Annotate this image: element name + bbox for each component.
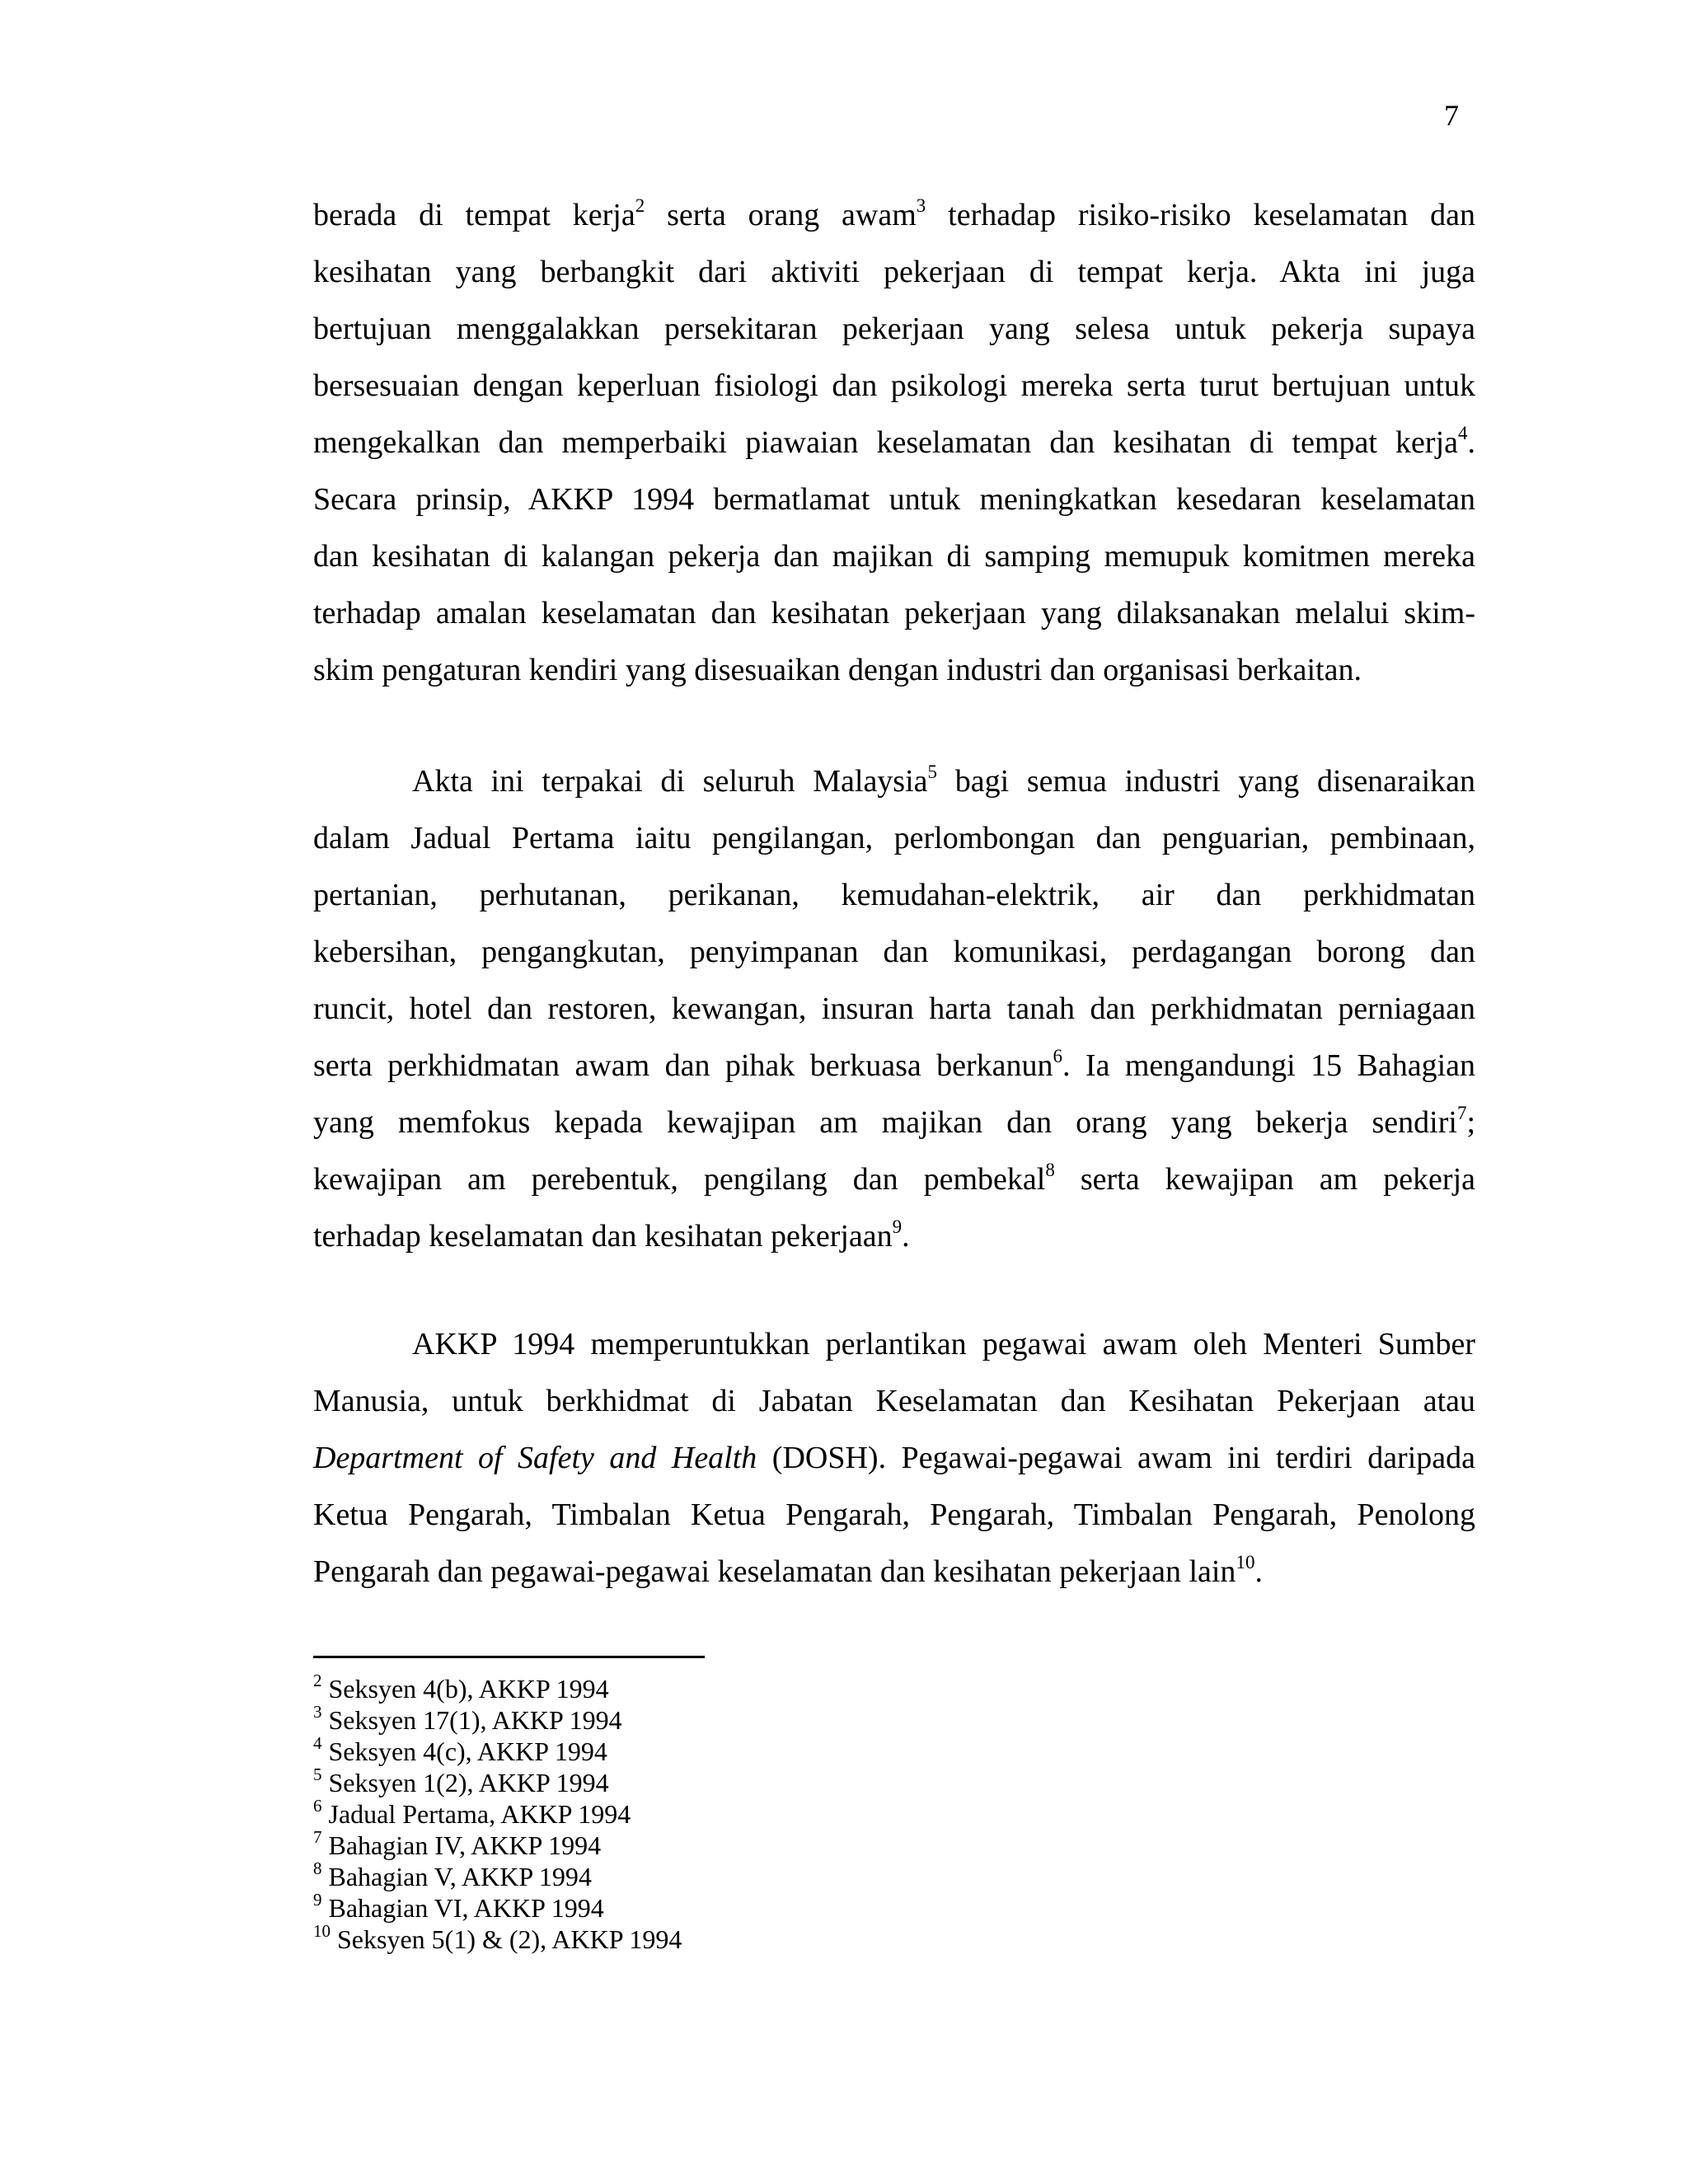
text-segment: terhadap keselamatan dan kesihatan pekerjaan: [313, 1219, 893, 1254]
footnote-reference: 3: [916, 195, 926, 217]
text-segment: ;: [1466, 1105, 1475, 1140]
text-line: [313, 1038, 1475, 1094]
footnote-text: Seksyen 4(b), AKKP 1994: [321, 1674, 609, 1704]
page-number: 7: [1444, 99, 1459, 132]
text-segment: Secara prinsip, AKKP 1994 bermatlamat untuk meningkatkan kesedaran keselamatan: [313, 482, 1475, 517]
text-segment: terhadap amalan keselamatan dan kesihatan pekerjaan yang dilaksanakan melalui skim-: [313, 596, 1475, 630]
footnote-reference: 8: [1045, 1160, 1055, 1181]
text-segment: bagi semua industri yang disenaraikan: [937, 764, 1475, 799]
text-segment: terhadap risiko-risiko keselamatan dan: [926, 198, 1475, 232]
text-line: [313, 187, 1475, 244]
footnote-number: 10: [313, 1921, 331, 1942]
footnote-number: 8: [313, 1858, 322, 1879]
text-line: [313, 867, 1475, 924]
text-line: [313, 1208, 1475, 1265]
footnote-item: [313, 1673, 682, 1704]
footnote-text: Seksyen 4(c), AKKP 1994: [321, 1736, 607, 1766]
text-line: [313, 1487, 1475, 1544]
footnote-text: Bahagian VI, AKKP 1994: [321, 1893, 604, 1923]
text-segment: AKKP 1994 memperuntukkan perlantikan pegawai awam oleh Menteri Sumber: [412, 1327, 1475, 1361]
text-line: [313, 753, 1475, 810]
text-line: [313, 1373, 1475, 1430]
text-line: [313, 1430, 1475, 1487]
text-line: [313, 301, 1475, 358]
text-segment: dalam Jadual Pertama iaitu pengilangan, perlombongan dan penguarian, pembinaan,: [313, 821, 1475, 855]
text-line: [313, 924, 1475, 981]
footnote-reference: 4: [1458, 423, 1468, 444]
paragraph-3: [313, 1316, 1475, 1601]
text-segment: pertanian, perhutanan, perikanan, kemudahan-elektrik, air dan perkhidmatan: [313, 878, 1475, 912]
footnote-separator: [313, 1656, 705, 1658]
footnote-item: [313, 1892, 682, 1924]
text-line: [313, 1151, 1475, 1208]
text-segment: skim pengaturan kendiri yang disesuaikan dengan industri dan organisasi berkaitan.: [313, 653, 1362, 687]
text-segment: Manusia, untuk berkhidmat di Jabatan Keselamatan dan Kesihatan Pekerjaan atau: [313, 1384, 1475, 1418]
footnote-item: [313, 1858, 682, 1892]
text-segment: Akta ini terpakai di seluruh Malaysia: [412, 764, 928, 799]
text-segment: kebersihan, pengangkutan, penyimpanan dan komunikasi, perdagangan borong dan: [313, 935, 1475, 969]
text-line: [313, 415, 1475, 471]
footnote-text: Seksyen 17(1), AKKP 1994: [321, 1705, 622, 1735]
footnote-reference: 10: [1236, 1552, 1255, 1573]
paragraph-1: [313, 187, 1475, 699]
footnote-reference: 9: [892, 1216, 903, 1238]
footnote-text: Jadual Pertama, AKKP 1994: [321, 1799, 631, 1829]
text-segment: dan kesihatan di kalangan pekerja dan majikan di samping memupuk komitmen mereka: [313, 539, 1475, 574]
text-line: [313, 642, 1475, 699]
footnote-reference: 5: [927, 762, 938, 783]
text-segment: mengekalkan dan memperbaiki piawaian keselamatan dan kesihatan di tempat kerja: [313, 425, 1458, 460]
text-segment: (DOSH). Pegawai-pegawai awam ini terdiri daripada: [757, 1441, 1475, 1475]
text-line: [313, 1094, 1475, 1151]
text-segment: serta perkhidmatan awam dan pihak berkuasa berkanun: [313, 1048, 1053, 1083]
text-segment: .: [902, 1219, 910, 1254]
footnote-number: 3: [313, 1702, 322, 1722]
text-segment: serta kewajipan am pekerja: [1054, 1162, 1476, 1197]
text-line: [313, 244, 1475, 301]
footnote-number: 9: [313, 1890, 322, 1910]
text-segment: bertujuan menggalakkan persekitaran pekerjaan yang selesa untuk pekerja supaya: [313, 312, 1475, 346]
footnote-number: 7: [313, 1827, 322, 1848]
footnote-item: [313, 1704, 682, 1736]
text-segment: yang memfokus kepada kewajipan am majikan dan orang yang bekerja sendiri: [313, 1105, 1457, 1140]
text-segment: runcit, hotel dan restoren, kewangan, insuran harta tanah dan perkhidmatan perniagaan: [313, 991, 1475, 1026]
paragraph-2: [313, 753, 1475, 1265]
text-segment: bersesuaian dengan keperluan fisiologi dan psikologi mereka serta turut bertujuan untuk: [313, 368, 1475, 403]
text-segment: Pengarah dan pegawai-pegawai keselamatan dan kesihatan pekerjaan lain: [313, 1554, 1236, 1589]
text-line: [313, 585, 1475, 642]
text-segment: Ketua Pengarah, Timbalan Ketua Pengarah, Pengarah, Timbalan Pengarah, Penolong: [313, 1497, 1475, 1532]
footnote-number: 5: [313, 1765, 322, 1785]
footnote-item: [313, 1921, 682, 1955]
text-segment: .: [1467, 425, 1475, 460]
text-segment: kewajipan am perebentuk, pengilang dan pembekal: [313, 1162, 1046, 1197]
footnote-reference: 2: [635, 195, 645, 217]
text-segment: serta orang awam: [645, 198, 917, 232]
footnote-item: [313, 1798, 682, 1830]
text-segment: . Ia mengandungi 15 Bahagian: [1062, 1048, 1476, 1083]
footnote-item: [313, 1827, 682, 1861]
footnote-text: Bahagian V, AKKP 1994: [321, 1862, 592, 1891]
footnote-list: [313, 1673, 682, 1955]
footnote-reference: 7: [1456, 1103, 1467, 1124]
footnote-text: Seksyen 1(2), AKKP 1994: [321, 1768, 609, 1797]
text-segment: .: [1254, 1554, 1263, 1589]
footnote-reference: 6: [1053, 1046, 1063, 1067]
italic-text: Department of Safety and Health: [313, 1441, 757, 1475]
text-segment: kesihatan yang berbangkit dari aktiviti pekerjaan di tempat kerja. Akta ini juga: [313, 255, 1475, 289]
footnote-text: Bahagian IV, AKKP 1994: [321, 1830, 602, 1860]
text-line: [313, 1316, 1475, 1373]
footnote-item: [313, 1767, 682, 1798]
text-line: [313, 528, 1475, 585]
text-segment: berada di tempat kerja: [313, 198, 635, 232]
footnote-number: 4: [313, 1733, 322, 1754]
footnote-item: [313, 1733, 682, 1767]
footnote-number: 2: [313, 1671, 322, 1691]
text-line: [313, 358, 1475, 415]
text-line: [313, 1544, 1475, 1601]
text-line: [313, 471, 1475, 528]
text-line: [313, 810, 1475, 867]
footnote-number: 6: [313, 1796, 322, 1816]
footnote-text: Seksyen 5(1) & (2), AKKP 1994: [331, 1924, 682, 1954]
text-line: [313, 981, 1475, 1038]
